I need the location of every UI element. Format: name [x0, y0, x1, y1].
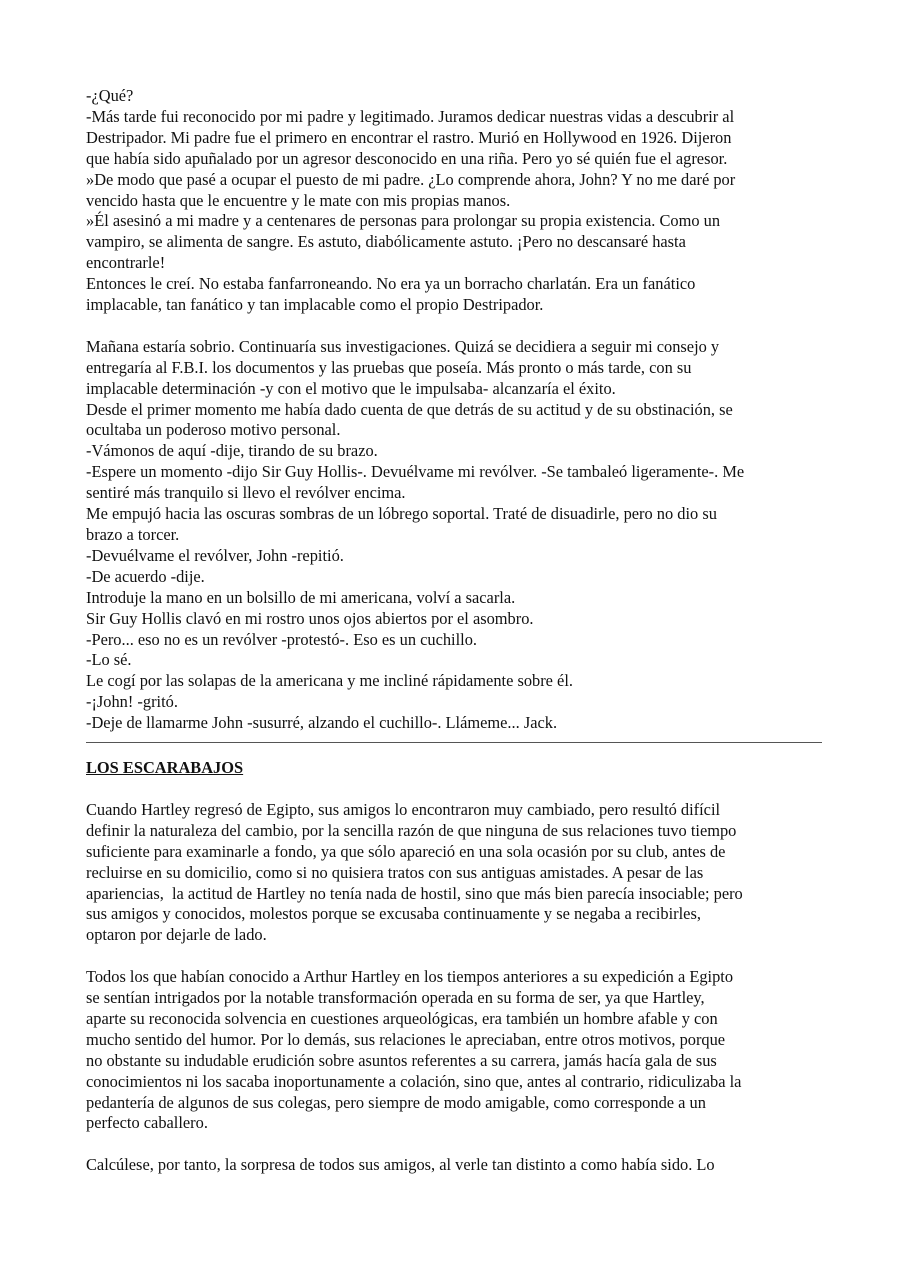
- text-line: encontrarle!: [86, 253, 166, 273]
- text-line: sus amigos y conocidos, molestos porque se excusaba continuamente y se negaba a recibirles,: [86, 904, 701, 924]
- text-line: apariencias, la actitud de Hartley no tenía nada de hostil, sino que más bien parecía insociable; pero: [86, 883, 743, 903]
- text-line: -¡John! -gritó.: [86, 692, 178, 712]
- text-line: mucho sentido del humor. Por lo demás, sus relaciones le apreciaban, entre otros motivos, porque: [86, 1029, 726, 1049]
- story-end-paragraph-2: [86, 337, 822, 734]
- text-line: -Vámonos de aquí -dije, tirando de su brazo.: [86, 441, 378, 461]
- paragraph-gap: [86, 1134, 822, 1155]
- next-story-paragraph-3: [86, 1155, 822, 1176]
- text-line: vampiro, se alimenta de sangre. Es astuto, diabólicamente astuto. ¡Pero no descansaré hasta: [86, 232, 686, 252]
- text-line: optaron por dejarle de lado.: [86, 925, 267, 945]
- document-page: [86, 86, 822, 1176]
- text-line: Introduje la mano en un bolsillo de mi americana, volví a sacarla.: [86, 587, 516, 607]
- text-line: Destripador. Mi padre fue el primero en encontrar el rastro. Murió en Hollywood en 1926. Dijeron: [86, 127, 732, 147]
- text-line: implacable, tan fanático y tan implacable como el propio Destripador.: [86, 295, 544, 315]
- text-line: ocultaba un poderoso motivo personal.: [86, 420, 341, 440]
- section-divider: [86, 742, 822, 743]
- text-line: pedantería de algunos de sus colegas, pero siempre de modo amigable, como corresponde a un: [86, 1092, 706, 1112]
- text-line: Todos los que habían conocido a Arthur Hartley en los tiempos anteriores a su expedición a Egipto: [86, 967, 734, 987]
- text-line: entregaría al F.B.I. los documentos y las pruebas que poseía. Más pronto o más tarde, con su: [86, 357, 692, 377]
- text-line: -Pero... eso no es un revólver -protestó-. Eso es un cuchillo.: [86, 629, 478, 649]
- text-line: Sir Guy Hollis clavó en mi rostro unos ojos abiertos por el asombro.: [86, 608, 534, 628]
- text-line: -De acuerdo -dije.: [86, 566, 205, 586]
- text-line: que había sido apuñalado por un agresor desconocido en una riña. Pero yo sé quién fue el agresor.: [86, 148, 728, 168]
- text-line: -¿Qué?: [86, 86, 134, 105]
- text-line: implacable determinación -y con el motivo que le impulsaba- alcanzaría el éxito.: [86, 378, 616, 398]
- text-line: sentiré más tranquilo si llevo el revólver encima.: [86, 483, 406, 503]
- text-line: suficiente para examinarle a fondo, ya que sólo apareció en una sola ocasión por su club, antes de: [86, 841, 726, 861]
- text-line: Me empujó hacia las oscuras sombras de un lóbrego soportal. Traté de disuadirle, pero no dio su: [86, 504, 717, 524]
- text-line: -Espere un momento -dijo Sir Guy Hollis-. Devuélvame mi revólver. -Se tambaleó ligeramente-. Me: [86, 462, 745, 482]
- text-line: recluirse en su domicilio, como si no quisiera tratos con sus antiguas amistades. A pesar de las: [86, 862, 704, 882]
- text-line: -Más tarde fui reconocido por mi padre y legitimado. Juramos dedicar nuestras vidas a descubrir al: [86, 106, 735, 126]
- paragraph-gap: [86, 779, 822, 800]
- story-end-paragraph-1: [86, 86, 822, 316]
- text-line: Cuando Hartley regresó de Egipto, sus amigos lo encontraron muy cambiado, pero resultó difícil: [86, 799, 721, 819]
- text-line: -Deje de llamarme John -susurré, alzando el cuchillo-. Llámeme... Jack.: [86, 713, 558, 733]
- next-story-paragraph-1: [86, 800, 822, 946]
- text-line: conocimientos ni los sacaba inoportunamente a colación, sino que, antes al contrario, ridiculizaba la: [86, 1071, 742, 1091]
- text-line: »De modo que pasé a ocupar el puesto de mi padre. ¿Lo comprende ahora, John? Y no me daré por: [86, 169, 736, 189]
- next-story-paragraph-2: [86, 967, 822, 1134]
- text-line: Desde el primer momento me había dado cuenta de que detrás de su actitud y de su obstinación, se: [86, 399, 733, 419]
- paragraph-gap: [86, 316, 822, 337]
- text-line: »Él asesinó a mi madre y a centenares de personas para prolongar su propia existencia. Como un: [86, 211, 721, 231]
- text-line: Le cogí por las solapas de la americana y me incliné rápidamente sobre él.: [86, 671, 573, 691]
- text-line: vencido hasta que le encuentre y le mate con mis propias manos.: [86, 190, 511, 210]
- text-line: definir la naturaleza del cambio, por la sencilla razón de que ninguna de sus relaciones tuvo tiempo: [86, 820, 737, 840]
- text-line: brazo a torcer.: [86, 525, 180, 545]
- text-line: -Lo sé.: [86, 650, 132, 670]
- text-line: no obstante su indudable erudición sobre asuntos referentes a su carrera, jamás hacía gala de sus: [86, 1050, 717, 1070]
- text-line: -Devuélvame el revólver, John -repitió.: [86, 545, 344, 565]
- text-line: Calcúlese, por tanto, la sorpresa de todos sus amigos, al verle tan distinto a como había sido. Lo: [86, 1155, 715, 1175]
- paragraph-gap: [86, 946, 822, 967]
- text-line: se sentían intrigados por la notable transformación operada en su forma de ser, ya que Hartley,: [86, 988, 705, 1008]
- text-line: Mañana estaría sobrio. Continuaría sus investigaciones. Quizá se decidiera a seguir mi consejo y: [86, 336, 720, 356]
- text-line: aparte su reconocida solvencia en cuestiones arqueológicas, era también un hombre afable y con: [86, 1008, 718, 1028]
- text-line: perfecto caballero.: [86, 1113, 208, 1133]
- text-line: Entonces le creí. No estaba fanfarroneando. No era ya un borracho charlatán. Era un fanático: [86, 274, 696, 294]
- story-title: LOS ESCARABAJOS: [86, 758, 244, 778]
